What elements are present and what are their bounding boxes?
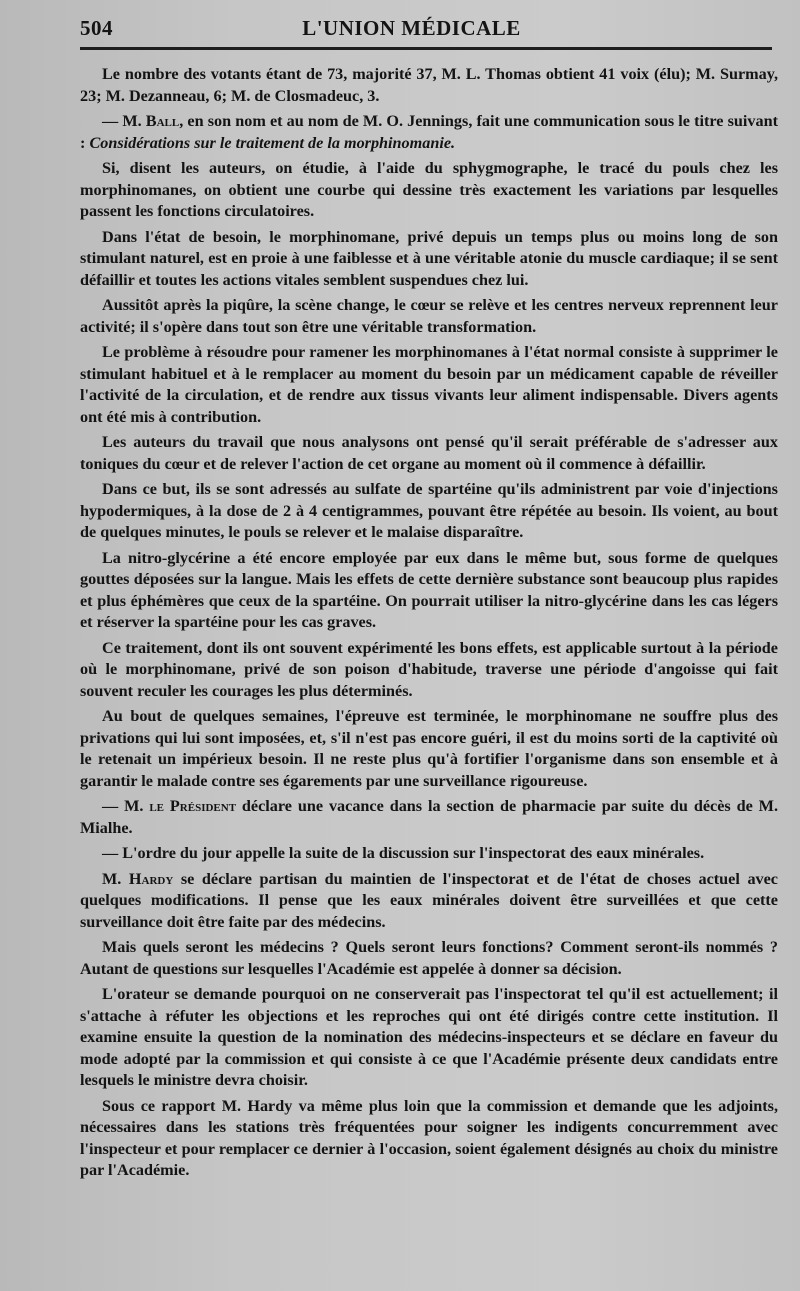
text-run: Dans ce but, ils se sont adressés au sulfate de spartéine qu'ils administrent par voie d'injections hypodermiques, à la dose de 2 à 4 centigrammes, pouvant être répétée au besoin. Ils voient, au bout de quelques minutes, le pouls se relever et le malaise disparaître. [80,480,778,541]
paragraph [80,796,778,839]
italic-title: Considérations sur le traitement de la morphinomanie. [89,133,456,152]
small-caps-name: le Président [149,797,237,815]
small-caps-name: Hardy [128,869,174,888]
small-caps-name: Ball [145,112,180,130]
text-run: , en son nom et au nom de M. O. Jennings, fait une communication sous le titre suivant : [80,112,778,152]
text-run: La nitro-glycérine a été encore employée par eux dans le même but, sous forme de quelques gouttes déposées sur la langue. Mais les effets de cette dernière substance sont beaucoup plus rapides et plus éphémères que ceux de la spartéine. On pourrait utiliser la nitro-glycérine dans les cas légers et réserver la spartéine pour les cas graves. [80,548,778,631]
text-run: se déclare partisan du maintien de l'inspectorat et de l'état de choses actuel avec quelques modifications. Il pense que les eaux minérales doivent être surveillées et que cette surveillance doit être faite par des médecins. [80,869,778,931]
page-header [80,16,778,41]
text-run: — M. [102,112,146,130]
paragraph [80,227,778,292]
paragraph [80,111,778,154]
text-run: Le nombre des votants étant de 73, majorité 37, M. L. Thomas obtient 41 voix (élu); M. Surmay, 23; M. Dezanneau, 6; M. de Closmadeuc, 3. [80,65,778,105]
text-run: M. [102,869,129,888]
text-run: — L'ordre du jour appelle la suite de la discussion sur l'inspectorat des eaux minérales. [102,844,705,862]
article-body [80,64,778,1182]
paragraph [80,706,778,792]
text-run: — M. [102,797,150,815]
text-run: déclare une vacance dans la section de pharmacie par suite du décès de M. Mialhe. [80,797,778,837]
paragraph [80,432,778,475]
text-run: Sous ce rapport M. Hardy va même plus loin que la commission et demande que les adjoints, nécessaires dans les stations très fréquentées pour soigner les indigents concurremment avec l'inspecteur et pour remplacer ce dernier à l'occasion, soient également désignés au choix du ministre par l'Académie. [80,1096,778,1179]
text-run: Ce traitement, dont ils ont souvent expérimenté les bons effets, est applicable surtout à la période où le morphinomane, privé de son poison d'habitude, traverse une période d'angoisse qui fait souvent reculer les courages les plus déterminés. [80,638,778,700]
journal-title: L'UNION MÉDICALE [302,16,521,40]
paragraph [80,869,778,934]
text-run: Si, disent les auteurs, on étudie, à l'aide du sphygmographe, le tracé du pouls chez les morphinomanes, on obtient une courbe qui dessine très exactement les variations par lesquelles passent les fonctions circulatoires. [80,159,778,220]
paragraph [80,638,778,703]
paragraph [80,342,778,428]
paragraph [80,158,778,223]
text-run: Mais quels seront les médecins ? Quels seront leurs fonctions? Comment seront-ils nommés ? Autant de questions sur lesquelles l'Académie est appelée à donner sa décision. [80,938,778,978]
text-run: Les auteurs du travail que nous analysons ont pensé qu'il serait préférable de s'adresser aux toniques du cœur et de relever l'action de cet organe au moment où il commence à défaillir. [80,433,778,473]
paragraph [80,548,778,634]
paragraph [80,295,778,338]
paragraph [80,479,778,544]
paragraph [80,1096,778,1182]
paragraph [80,64,778,107]
text-run: Dans l'état de besoin, le morphinomane, privé depuis un temps plus ou moins long de son stimulant naturel, est en proie à une faiblesse et à une véritable atonie du muscle cardiaque; il se sent défaillir et toutes les actions vitales semblent suspendues chez lui. [80,227,778,289]
text-run: Aussitôt après la piqûre, la scène change, le cœur se relève et les centres nerveux reprennent leur activité; il s'opère dans tout son être une véritable transformation. [80,296,778,336]
paragraph [80,937,778,980]
paragraph [80,984,778,1092]
text-run: Au bout de quelques semaines, l'épreuve est terminée, le morphinomane ne souffre plus des privations qui lui sont imposées, et, s'il n'est pas encore guéri, il est du moins sorti de la captivité où le retenait un impérieux besoin. Il ne reste plus qu'à fortifier l'organisme dans son ensemble et à garantir le malade contre ses égarements par une surveillance rigoureuse. [80,707,778,790]
paragraph [80,843,778,865]
text-run: L'orateur se demande pourquoi on ne conserverait pas l'inspectorat tel qu'il est actuellement; il s'attache à réfuter les objections et les reproches qui ont été dirigés contre cette institution. Il examine ensuite la question de la nomination des médecins-inspecteurs et se déclare en faveur du mode adopté par la commission et qui consiste à ce que l'Académie présente deux candidats entre lesquels le ministre devra choisir. [80,985,778,1089]
page-number: 504 [80,16,113,40]
text-run: Le problème à résoudre pour ramener les morphinomanes à l'état normal consiste à supprimer le stimulant habituel et à le remplacer au moment du besoin par un médicament capable de réveiller l'activité de la circulation, et de rendre aux tissus vivants leur aliment indispensable. Divers agents ont été mis à contribution. [80,343,778,426]
header-rule [80,47,772,50]
